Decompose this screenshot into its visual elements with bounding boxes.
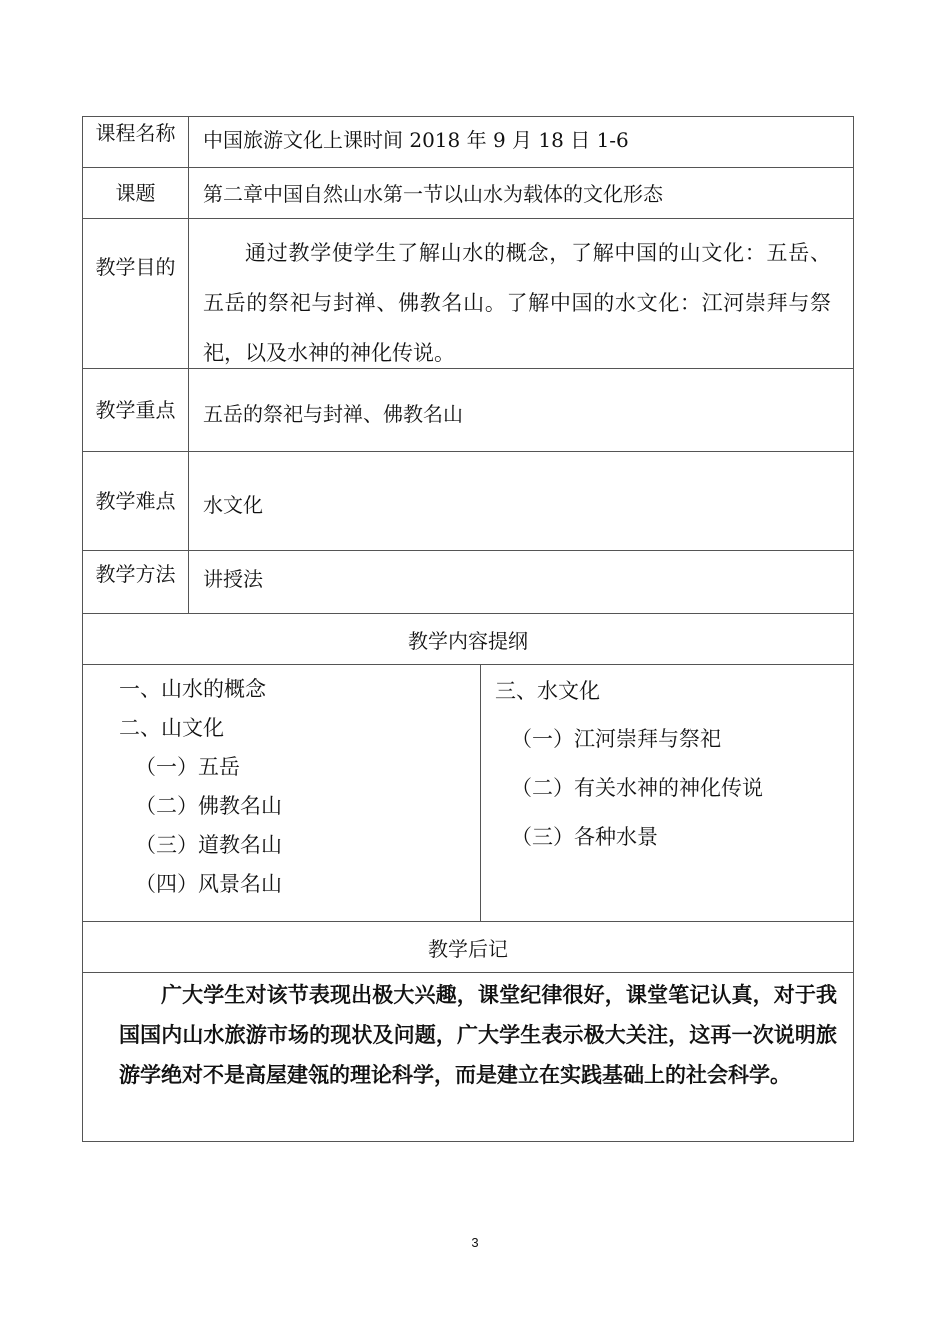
course-name-value: 中国旅游文化上课时间 2018 年 9 月 18 日 1-6 (203, 128, 629, 152)
course-name-label: 课程名称 (83, 117, 189, 167)
outline-item: （一）江河崇拜与祭祀 (511, 727, 721, 751)
difficulties-value: 水文化 (203, 493, 263, 517)
row-outline-title (83, 614, 853, 665)
key-points-value: 五岳的祭祀与封禅、佛教名山 (203, 402, 463, 426)
postscript-title: 教学后记 (428, 937, 508, 961)
outline-item: 二、山文化 (119, 716, 224, 740)
outline-item: （二）佛教名山 (135, 794, 282, 818)
topic-label: 课题 (83, 168, 189, 218)
objective-label: 教学目的 (83, 219, 189, 368)
outline-title: 教学内容提纲 (408, 629, 528, 653)
row-difficulties (83, 452, 853, 551)
method-label: 教学方法 (83, 551, 189, 613)
row-objective (83, 219, 853, 369)
outline-item: 一、山水的概念 (119, 677, 266, 701)
row-outline (83, 665, 853, 922)
outline-item: （四）风景名山 (135, 872, 282, 896)
row-postscript (83, 973, 853, 1141)
page-number: 3 (471, 1235, 479, 1250)
outline-left-column (83, 665, 481, 921)
row-method (83, 551, 853, 614)
outline-item: （二）有关水神的神化传说 (511, 776, 763, 800)
outline-item: （一）五岳 (135, 755, 240, 779)
objective-value: 通过教学使学生了解山水的概念，了解中国的山文化：五岳、五岳的祭祀与封禅、佛教名山。了解中国的水文化：江河崇拜与祭祀，以及水神的神化传说。 (203, 241, 831, 365)
row-course-name (83, 117, 853, 168)
key-points-label: 教学重点 (83, 369, 189, 451)
topic-value: 第二章中国自然山水第一节以山水为载体的文化形态 (203, 182, 663, 206)
row-key-points (83, 369, 853, 452)
difficulties-label: 教学难点 (83, 452, 189, 550)
method-value: 讲授法 (203, 567, 263, 591)
row-topic (83, 168, 853, 219)
outline-item: （三）道教名山 (135, 833, 282, 857)
lesson-plan-table (82, 116, 854, 1142)
outline-item: （三）各种水景 (511, 825, 658, 849)
row-postscript-title (83, 922, 853, 973)
postscript-text: 广大学生对该节表现出极大兴趣，课堂纪律很好，课堂笔记认真，对于我国国内山水旅游市场的现状及问题，广大学生表示极大关注，这再一次说明旅游学绝对不是高屋建瓴的理论科学，而是建立在实践基础上的社会科学。 (119, 983, 837, 1087)
outline-item: 三、水文化 (495, 679, 600, 703)
